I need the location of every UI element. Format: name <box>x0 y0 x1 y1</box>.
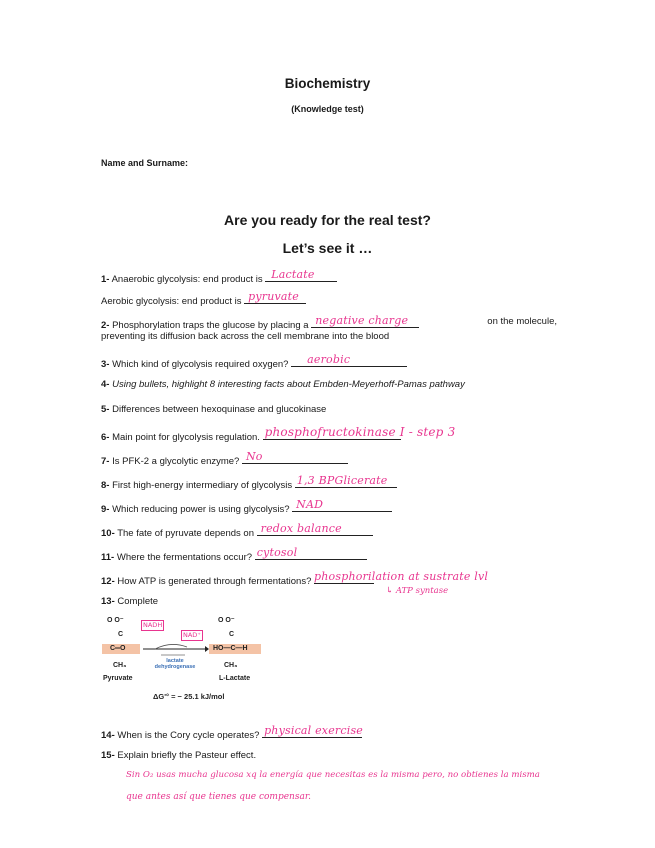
headline-see: Let’s see it … <box>282 240 373 256</box>
question-7: 7- Is PFK-2 a glycolytic enzyme? No <box>101 452 348 467</box>
answer-field[interactable] <box>295 476 397 488</box>
answer-field[interactable] <box>263 425 456 440</box>
handwritten-answer: cytosol <box>256 546 298 559</box>
answer-field[interactable] <box>262 726 362 738</box>
question-15: 15- Explain briefly the Pasteur effect. <box>101 750 257 761</box>
question-3: 3- Which kind of glycolysis required oxygen? aerobic <box>101 355 407 370</box>
name-label: Name and Surname: <box>101 158 189 168</box>
question-12: 12- How ATP is generated through fermentations? phosphorilation at sustrate lvl <box>101 570 489 587</box>
question-9: 9- Which reducing power is using glycolysis? NAD <box>101 500 392 515</box>
handwritten-answer: negative charge <box>315 314 409 327</box>
answer-field[interactable] <box>292 500 392 512</box>
question-2-line2: preventing its diffusion back across the cell membrane into the blood <box>101 331 390 342</box>
handwritten-answer: Lactate <box>271 268 315 281</box>
enzyme-label: lactate dehydrogenase <box>154 658 196 670</box>
hydroxyl-group: HO—C—H <box>213 645 248 652</box>
handwritten-answer: redox balance <box>260 522 342 535</box>
question-11: 11- Where the fermentations occur? cytosol <box>101 548 367 563</box>
handwritten-answer: physical exercise <box>264 724 364 737</box>
handwritten-nadh: NADH <box>143 621 163 629</box>
question-4: 4- Using bullets, highlight 8 interesting facts about Embden-Meyerhoff-Pamas pathway <box>101 379 465 390</box>
handwritten-note: ↳ ATP syntase <box>386 586 449 596</box>
methyl-left: CH₃ <box>113 662 127 669</box>
carbonyl-group: C═O <box>110 645 126 652</box>
methyl-right: CH₃ <box>224 662 238 669</box>
lactate-label: L-Lactate <box>219 675 251 682</box>
answer-field[interactable] <box>311 316 419 328</box>
carbon-right: C <box>229 631 235 638</box>
question-6: 6- Main point for glycolysis regulation. phosphofructokinase I - step 3 <box>101 425 456 443</box>
carboxyl-left: O O⁻ <box>107 617 124 624</box>
answer-field[interactable] <box>265 270 337 282</box>
question-8: 8- First high-energy intermediary of glycolysis 1,3 BPGlicerate <box>101 476 397 491</box>
question-5: 5- Differences between hexoquinase and glucokinase <box>101 404 327 415</box>
handwritten-answer: 1,3 BPGlicerate <box>296 474 388 487</box>
delta-g: ΔG'° = − 25.1 kJ/mol <box>153 692 225 701</box>
handwritten-answer: pyruvate <box>248 290 300 303</box>
carbon-left: C <box>118 631 124 638</box>
answer-field[interactable] <box>242 452 348 464</box>
pyruvate-label: Pyruvate <box>103 675 133 682</box>
question-1b: Aerobic glycolysis: end product is pyruvate <box>101 292 306 307</box>
handwritten-answer: NAD <box>296 498 324 511</box>
handwritten-nadplus: NAD⁺ <box>183 631 201 639</box>
question-2: 2- Phosphorylation traps the glucose by placing a negative charge on the molecule, <box>101 314 557 331</box>
handwritten-answer: aerobic <box>307 353 351 366</box>
carboxyl-right: O O⁻ <box>218 617 235 624</box>
page-title: Biochemistry <box>284 76 371 91</box>
handwritten-answer: No <box>245 450 263 463</box>
question-13: 13- Complete <box>101 596 159 607</box>
question-14: 14- When is the Cory cycle operates? physical exercise <box>101 724 364 741</box>
question-1a: 1- Anaerobic glycolysis: end product is Lactate <box>101 270 337 285</box>
answer-field[interactable] <box>314 570 489 584</box>
handwritten-answer-line2: que antes así que tienes que compensar. <box>126 792 312 802</box>
answer-field[interactable] <box>244 292 306 304</box>
question-10: 10- The fate of pyruvate depends on redox balance <box>101 524 373 539</box>
lactate-reaction-diagram <box>101 614 271 710</box>
handwritten-answer: phosphofructokinase I - step 3 <box>264 425 456 439</box>
handwritten-answer: phosphorilation at sustrate lvl <box>314 570 489 583</box>
answer-field[interactable] <box>257 524 373 536</box>
handwritten-answer-line1: Sin O₂ usas mucha glucosa xq la energía que necesitas es la misma pero, no obtienes la misma <box>126 770 540 780</box>
answer-field[interactable] <box>255 548 367 560</box>
answer-field[interactable] <box>291 355 407 367</box>
page-subtitle: (Knowledge test) <box>291 104 364 114</box>
headline-ready: Are you ready for the real test? <box>224 212 431 228</box>
